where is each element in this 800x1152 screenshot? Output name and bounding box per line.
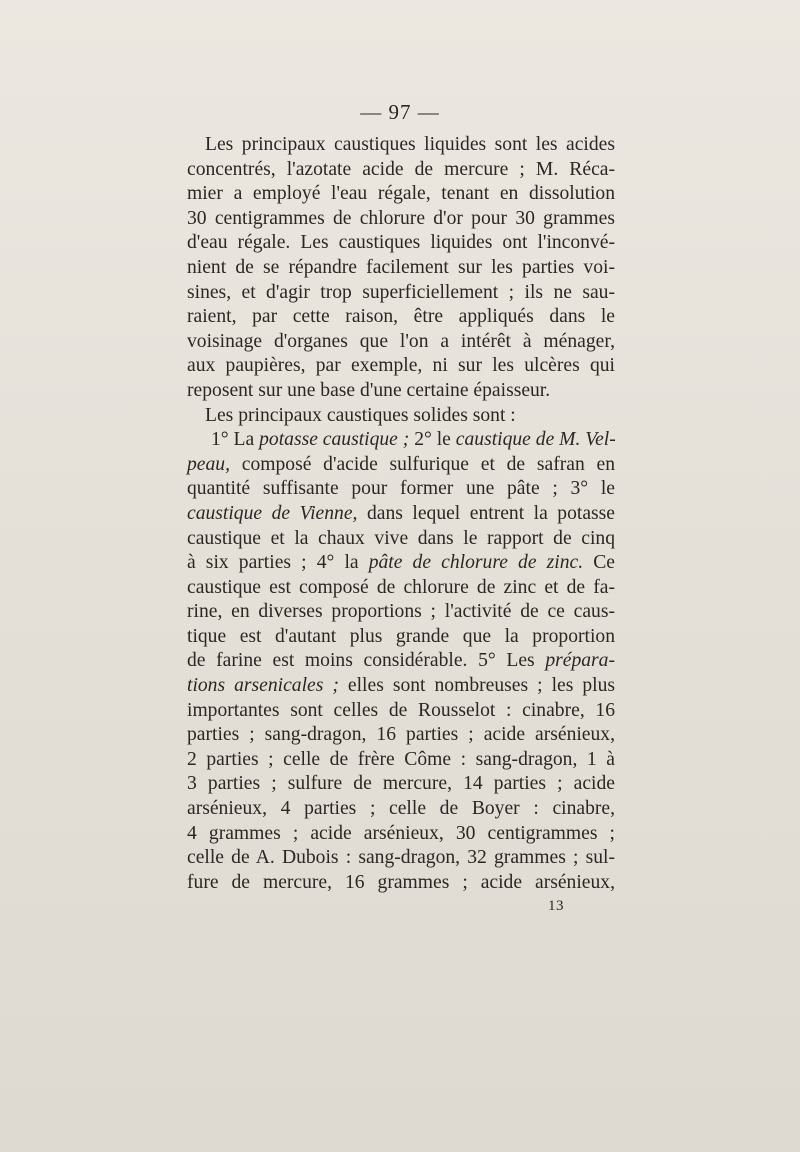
text-line	[187, 182, 615, 207]
text-segment: arsénieux, 4 parties ; celle de Boyer : cinabre,	[187, 798, 615, 820]
text-line	[187, 158, 615, 183]
text-line	[187, 379, 615, 404]
italic-text-segment: potasse caustique ;	[259, 429, 410, 451]
text-line	[187, 772, 615, 797]
text-line	[187, 551, 615, 576]
text-line	[187, 797, 615, 822]
text-segment: concentrés, l'azotate acide de mercure ; M. Réca-	[187, 158, 615, 180]
text-line	[187, 354, 615, 379]
text-segment: mier a employé l'eau régale, tenant en dissolution	[187, 183, 615, 205]
text-line	[187, 231, 615, 256]
text-line	[187, 330, 615, 355]
text-line	[187, 649, 615, 674]
text-segment: 2° le	[409, 429, 456, 451]
text-segment: 4 grammes ; acide arsénieux, 30 centigrammes ;	[187, 822, 615, 844]
page-number: — 97 —	[360, 100, 440, 124]
italic-text-segment: peau,	[187, 453, 230, 475]
text-line	[187, 723, 615, 748]
italic-text-segment: caustique de Vienne,	[187, 502, 358, 524]
text-line	[187, 527, 615, 552]
text-segment: aux paupières, par exemple, ni sur les ulcères qui	[187, 355, 615, 377]
text-segment: d'eau régale. Les caustiques liquides ont l'inconvé-	[187, 232, 615, 254]
text-segment: Les principaux caustiques solides sont :	[205, 404, 516, 426]
text-line	[187, 133, 615, 158]
italic-text-segment: caustique de M. Vel-	[455, 429, 616, 451]
text-segment: 3 parties ; sulfure de mercure, 14 parties ; acide	[187, 773, 615, 795]
text-segment: elles sont nombreuses ; les plus	[338, 675, 616, 697]
text-segment: caustique et la chaux vive dans le rapport de cinq	[187, 527, 615, 549]
text-line	[187, 699, 615, 724]
text-segment: dans lequel entrent la potasse	[357, 502, 615, 524]
text-line	[187, 207, 615, 232]
body-text	[187, 133, 615, 895]
text-segment: nient de se répandre facilement sur les parties voi-	[187, 256, 615, 278]
text-line	[187, 846, 615, 871]
italic-text-segment: tions arsenicales ;	[187, 675, 339, 697]
text-line	[187, 256, 615, 281]
text-segment: tique est d'autant plus grande que la proportion	[187, 625, 615, 647]
italic-text-segment: pâte de chlorure de zinc.	[368, 552, 584, 574]
text-segment: fure de mercure, 16 grammes ; acide arsénieux,	[187, 871, 615, 893]
text-segment: raient, par cette raison, être appliqués dans le	[187, 306, 615, 328]
text-line	[187, 625, 615, 650]
text-segment: 1° La	[211, 429, 260, 451]
text-segment: voisinage d'organes que l'on a intérêt à ménager,	[187, 330, 615, 352]
text-segment: rine, en diverses proportions ; l'activité de ce caus-	[187, 601, 615, 623]
text-segment: à six parties ; 4° la	[187, 552, 369, 574]
text-line	[187, 502, 615, 527]
text-line	[187, 600, 615, 625]
text-segment: caustique est composé de chlorure de zinc et de fa-	[187, 576, 615, 598]
text-segment: reposent sur une base d'une certaine épaisseur.	[187, 379, 551, 401]
text-line	[187, 748, 615, 773]
text-segment: sines, et d'agir trop superficiellement ; ils ne sau-	[187, 281, 615, 303]
text-line	[187, 477, 615, 502]
text-segment: quantité suffisante pour former une pâte ; 3° le	[187, 478, 615, 500]
text-line	[187, 428, 615, 453]
text-segment: Ce	[583, 552, 615, 574]
text-line	[187, 674, 615, 699]
text-segment: de farine est moins considérable. 5° Les	[187, 650, 546, 672]
text-segment: 2 parties ; celle de frère Côme : sang-dragon, 1 à	[187, 748, 615, 770]
text-line	[187, 871, 615, 896]
text-line	[187, 822, 615, 847]
text-line	[187, 305, 615, 330]
text-line	[187, 576, 615, 601]
signature-mark: 13	[548, 898, 564, 914]
text-segment: parties ; sang-dragon, 16 parties ; acide arsénieux,	[187, 724, 615, 746]
text-line	[187, 453, 615, 478]
text-line	[187, 404, 615, 429]
text-segment: 30 centigrammes de chlorure d'or pour 30 grammes	[187, 207, 615, 229]
text-segment: Les principaux caustiques liquides sont les acides	[205, 134, 615, 155]
text-line	[187, 281, 615, 306]
text-segment: composé d'acide sulfurique et de safran en	[230, 453, 615, 475]
text-segment: importantes sont celles de Rousselot : cinabre, 16	[187, 699, 615, 721]
text-segment: celle de A. Dubois : sang-dragon, 32 grammes ; sul-	[187, 847, 615, 869]
italic-text-segment: prépara-	[545, 650, 615, 672]
